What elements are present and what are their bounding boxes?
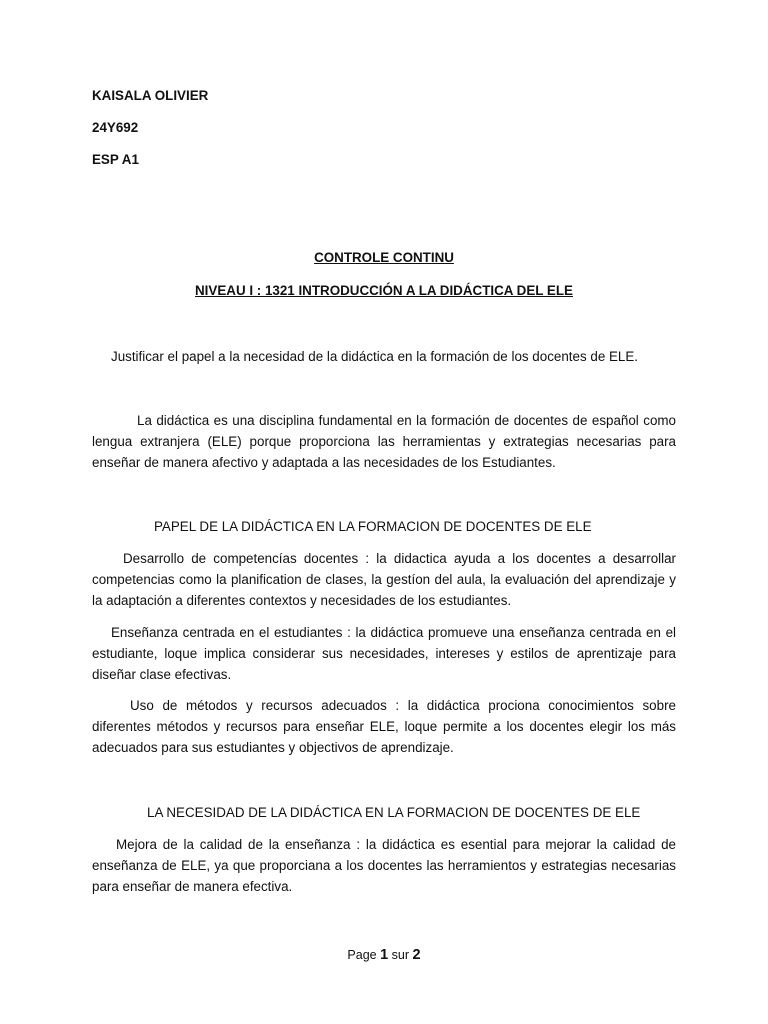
section-heading-necesidad: LA NECESIDAD DE LA DIDÁCTICA EN LA FORMACION DE DOCENTES DE ELE [147,805,641,820]
document-title: CONTROLE CONTINU [314,250,454,265]
intro-paragraph: La didáctica es una disciplina fundamental en la formación de docentes de español como lengua extranjera (ELE) porque proporciona las herramientas y extrategias necesarias para enseñar de manera afectivo y adaptada a las necesidades de los Estudiantes. [92,413,676,470]
paragraph-metodos-recursos: Uso de métodos y recursos adecuados : la didáctica prociona conocimientos sobre diferentes métodos y recursos para enseñar ELE, loque permite a los docentes elegir los más adecuados para sus estudiantes y objectivos de aprendizaje. [92,698,676,755]
course-title: NIVEAU I : 1321 INTRODUCCIÓN A LA DIDÁCTICA DEL ELE [195,283,573,298]
paragraph-competencias: Desarrollo de competencías docentes : la didactica ayuda a los docentes a desarrollar competencias como la planification de clases, la gestíon del aula, la evaluación del aprendizaje y la adaptación a diferentes contextos y necesidades de los estudiantes. [92,551,676,608]
current-page-number: 1 [380,947,389,963]
question-text: Justificar el papel a la necesidad de la didáctica en la formación de los docentes de ELE. [111,349,639,364]
paragraph-ensenanza-centrada: Enseñanza centrada en el estudiantes : la didáctica promueve una enseñanza centrada en el estudiante, loque implica considerar sus necesidades, intereses y estilos de aprentizaje para diseñar clase efectivas. [92,625,676,682]
student-id: 24Y692 [92,120,139,135]
page-label: Page [347,948,377,962]
section-heading-papel: PAPEL DE LA DIDÁCTICA EN LA FORMACION DE DOCENTES DE ELE [154,519,592,534]
student-class: ESP A1 [92,152,139,167]
total-pages-number: 2 [412,947,421,963]
page-footer [92,944,676,966]
student-name: KAISALA OLIVIER [92,88,209,103]
paragraph-mejora-calidad: Mejora de la calidad de la enseñanza : la didáctica es esential para mejorar la calidad de enseñanza de ELE, ya que proporciana a los docentes las herramientos y estrategias necesarias para enseñar de manera efectiva. [92,837,676,894]
page-of-label: sur [391,948,410,962]
